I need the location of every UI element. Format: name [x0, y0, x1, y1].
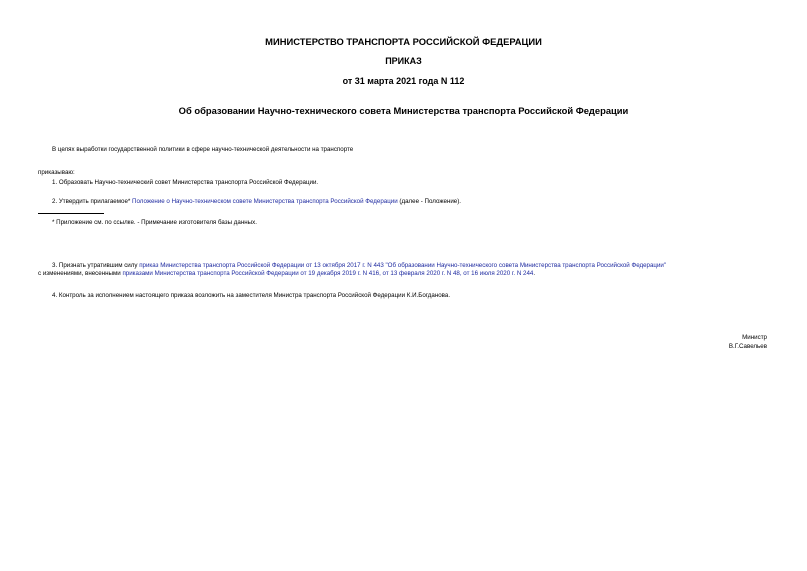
- preamble-text: В целях выработки государственной политики в сфере научно-технической деятельности на транспорте: [52, 146, 354, 153]
- footnote-text: * Приложение см. по ссылке. - Примечание изготовителя базы данных.: [52, 219, 257, 226]
- document-subject: Об образовании Научно-технического совета Министерства транспорта Российской Федерации: [178, 105, 629, 116]
- item-3-line2-suffix: .: [533, 270, 536, 277]
- regulation-link[interactable]: Положение о Научно-техническом совете Министерства транспорта Российской Федерации: [132, 198, 398, 205]
- document-type: ПРИКАЗ: [385, 56, 422, 66]
- footnote-divider: [38, 213, 104, 214]
- item-3-continuation: [38, 270, 535, 278]
- signature-position: Министр: [742, 334, 767, 341]
- signature-name: В.Г.Савельев: [728, 343, 767, 350]
- document-date-number: от 31 марта 2021 года N 112: [342, 76, 465, 86]
- item-1: 1. Образовать Научно-технический совет Министерства транспорта Российской Федерации.: [52, 179, 319, 186]
- item-2: [52, 198, 461, 206]
- repealed-order-link[interactable]: приказ Министерства транспорта Российской Федерации от 13 октября 2017 г. N 443 "Об образовании Научно-технического совета Министерства транспорта Российской Федерации": [139, 262, 667, 269]
- order-word: приказываю:: [38, 169, 75, 176]
- item-3-line2-prefix: с изменениями, внесенными: [38, 270, 123, 277]
- item-3-prefix: 3. Признать утратившим силу: [52, 262, 140, 269]
- item-3: [52, 262, 666, 270]
- ministry-title: МИНИСТЕРСТВО ТРАНСПОРТА РОССИЙСКОЙ ФЕДЕРАЦИИ: [265, 36, 542, 47]
- item-2-prefix: 2. Утвердить прилагаемое*: [52, 198, 133, 205]
- item-2-suffix: (далее - Положение).: [397, 198, 462, 205]
- amendments-link[interactable]: приказами Министерства транспорта Российской Федерации от 19 декабря 2019 г. N 416, от 13 февраля 2020 г. N 48, от 16 июля 2020 г. N 244: [122, 270, 534, 277]
- item-4: 4. Контроль за исполнением настоящего приказа возложить на заместителя Министра транспорта Российской Федерации К.И.Богданова.: [52, 292, 451, 299]
